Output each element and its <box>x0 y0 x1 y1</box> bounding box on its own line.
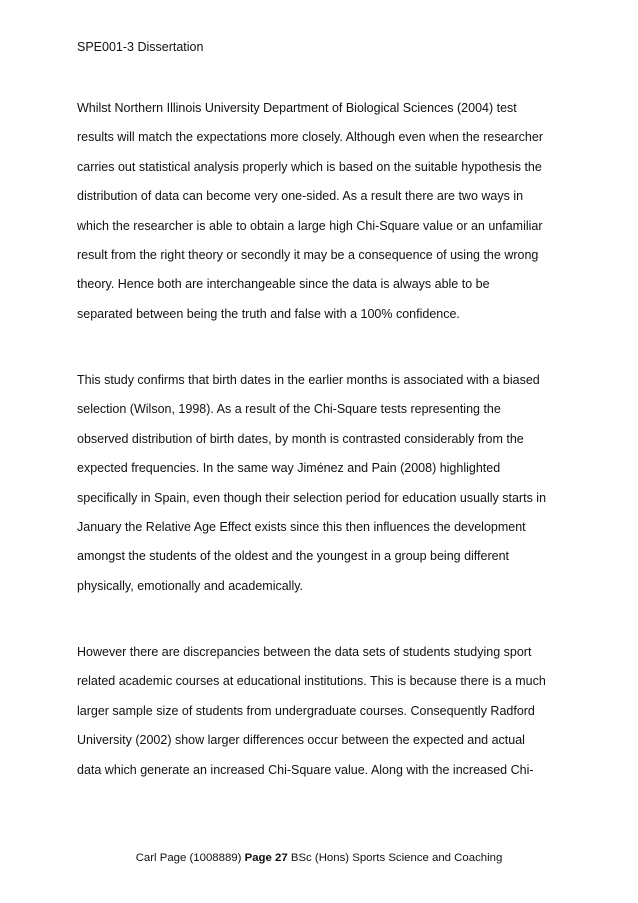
text-line: separated between being the truth and false with a 100% confidence. <box>77 306 460 321</box>
text-line: selection (Wilson, 1998). As a result of the Chi-Square tests representing the <box>77 402 501 417</box>
text-line: specifically in Spain, even though their selection period for education usually starts in <box>77 490 547 505</box>
text-line: larger sample size of students from undergraduate courses. Consequently Radford <box>77 703 535 718</box>
page-number: Page 27 <box>244 852 288 864</box>
text-line: amongst the students of the oldest and the youngest in a group being different <box>77 549 510 564</box>
text-line: results will match the expectations more closely. Although even when the researcher <box>77 130 543 145</box>
text-line: Whilst Northern Illinois University Department of Biological Sciences (2004) test <box>77 101 517 115</box>
footer-author: Carl Page (1008889) <box>135 852 242 864</box>
text-line: observed distribution of birth dates, by month is contrasted considerably from the <box>77 431 524 446</box>
text-line: carries out statistical analysis properly which is based on the suitable hypothesis the <box>77 159 542 174</box>
page-footer <box>0 851 638 866</box>
text-line: physically, emotionally and academically. <box>77 578 304 593</box>
text-line: expected frequencies. In the same way Jiménez and Pain (2008) highlighted <box>77 461 501 476</box>
text-line: University (2002) show larger differences occur between the expected and actual <box>77 733 525 748</box>
text-line: distribution of data can become very one-sided. As a result there are two ways in <box>77 189 524 204</box>
text-line: data which generate an increased Chi-Square value. Along with the increased Chi- <box>77 762 534 777</box>
running-header: SPE001-3 Dissertation <box>77 40 204 54</box>
text-line: January the Relative Age Effect exists since this then influences the development <box>77 520 526 534</box>
text-line: related academic courses at educational institutions. This is because there is a much <box>77 674 546 689</box>
text-line: This study confirms that birth dates in the earlier months is associated with a biased <box>77 373 540 387</box>
text-line: result from the right theory or secondly it may be a consequence of using the wrong <box>77 248 539 262</box>
text-line: theory. Hence both are interchangeable since the data is always able to be <box>77 277 490 292</box>
footer-course: BSc (Hons) Sports Science and Coaching <box>290 852 503 864</box>
text-line: However there are discrepancies between the data sets of students studying sport <box>77 645 532 659</box>
text-line: which the researcher is able to obtain a large high Chi-Square value or an unfamiliar <box>77 218 543 233</box>
